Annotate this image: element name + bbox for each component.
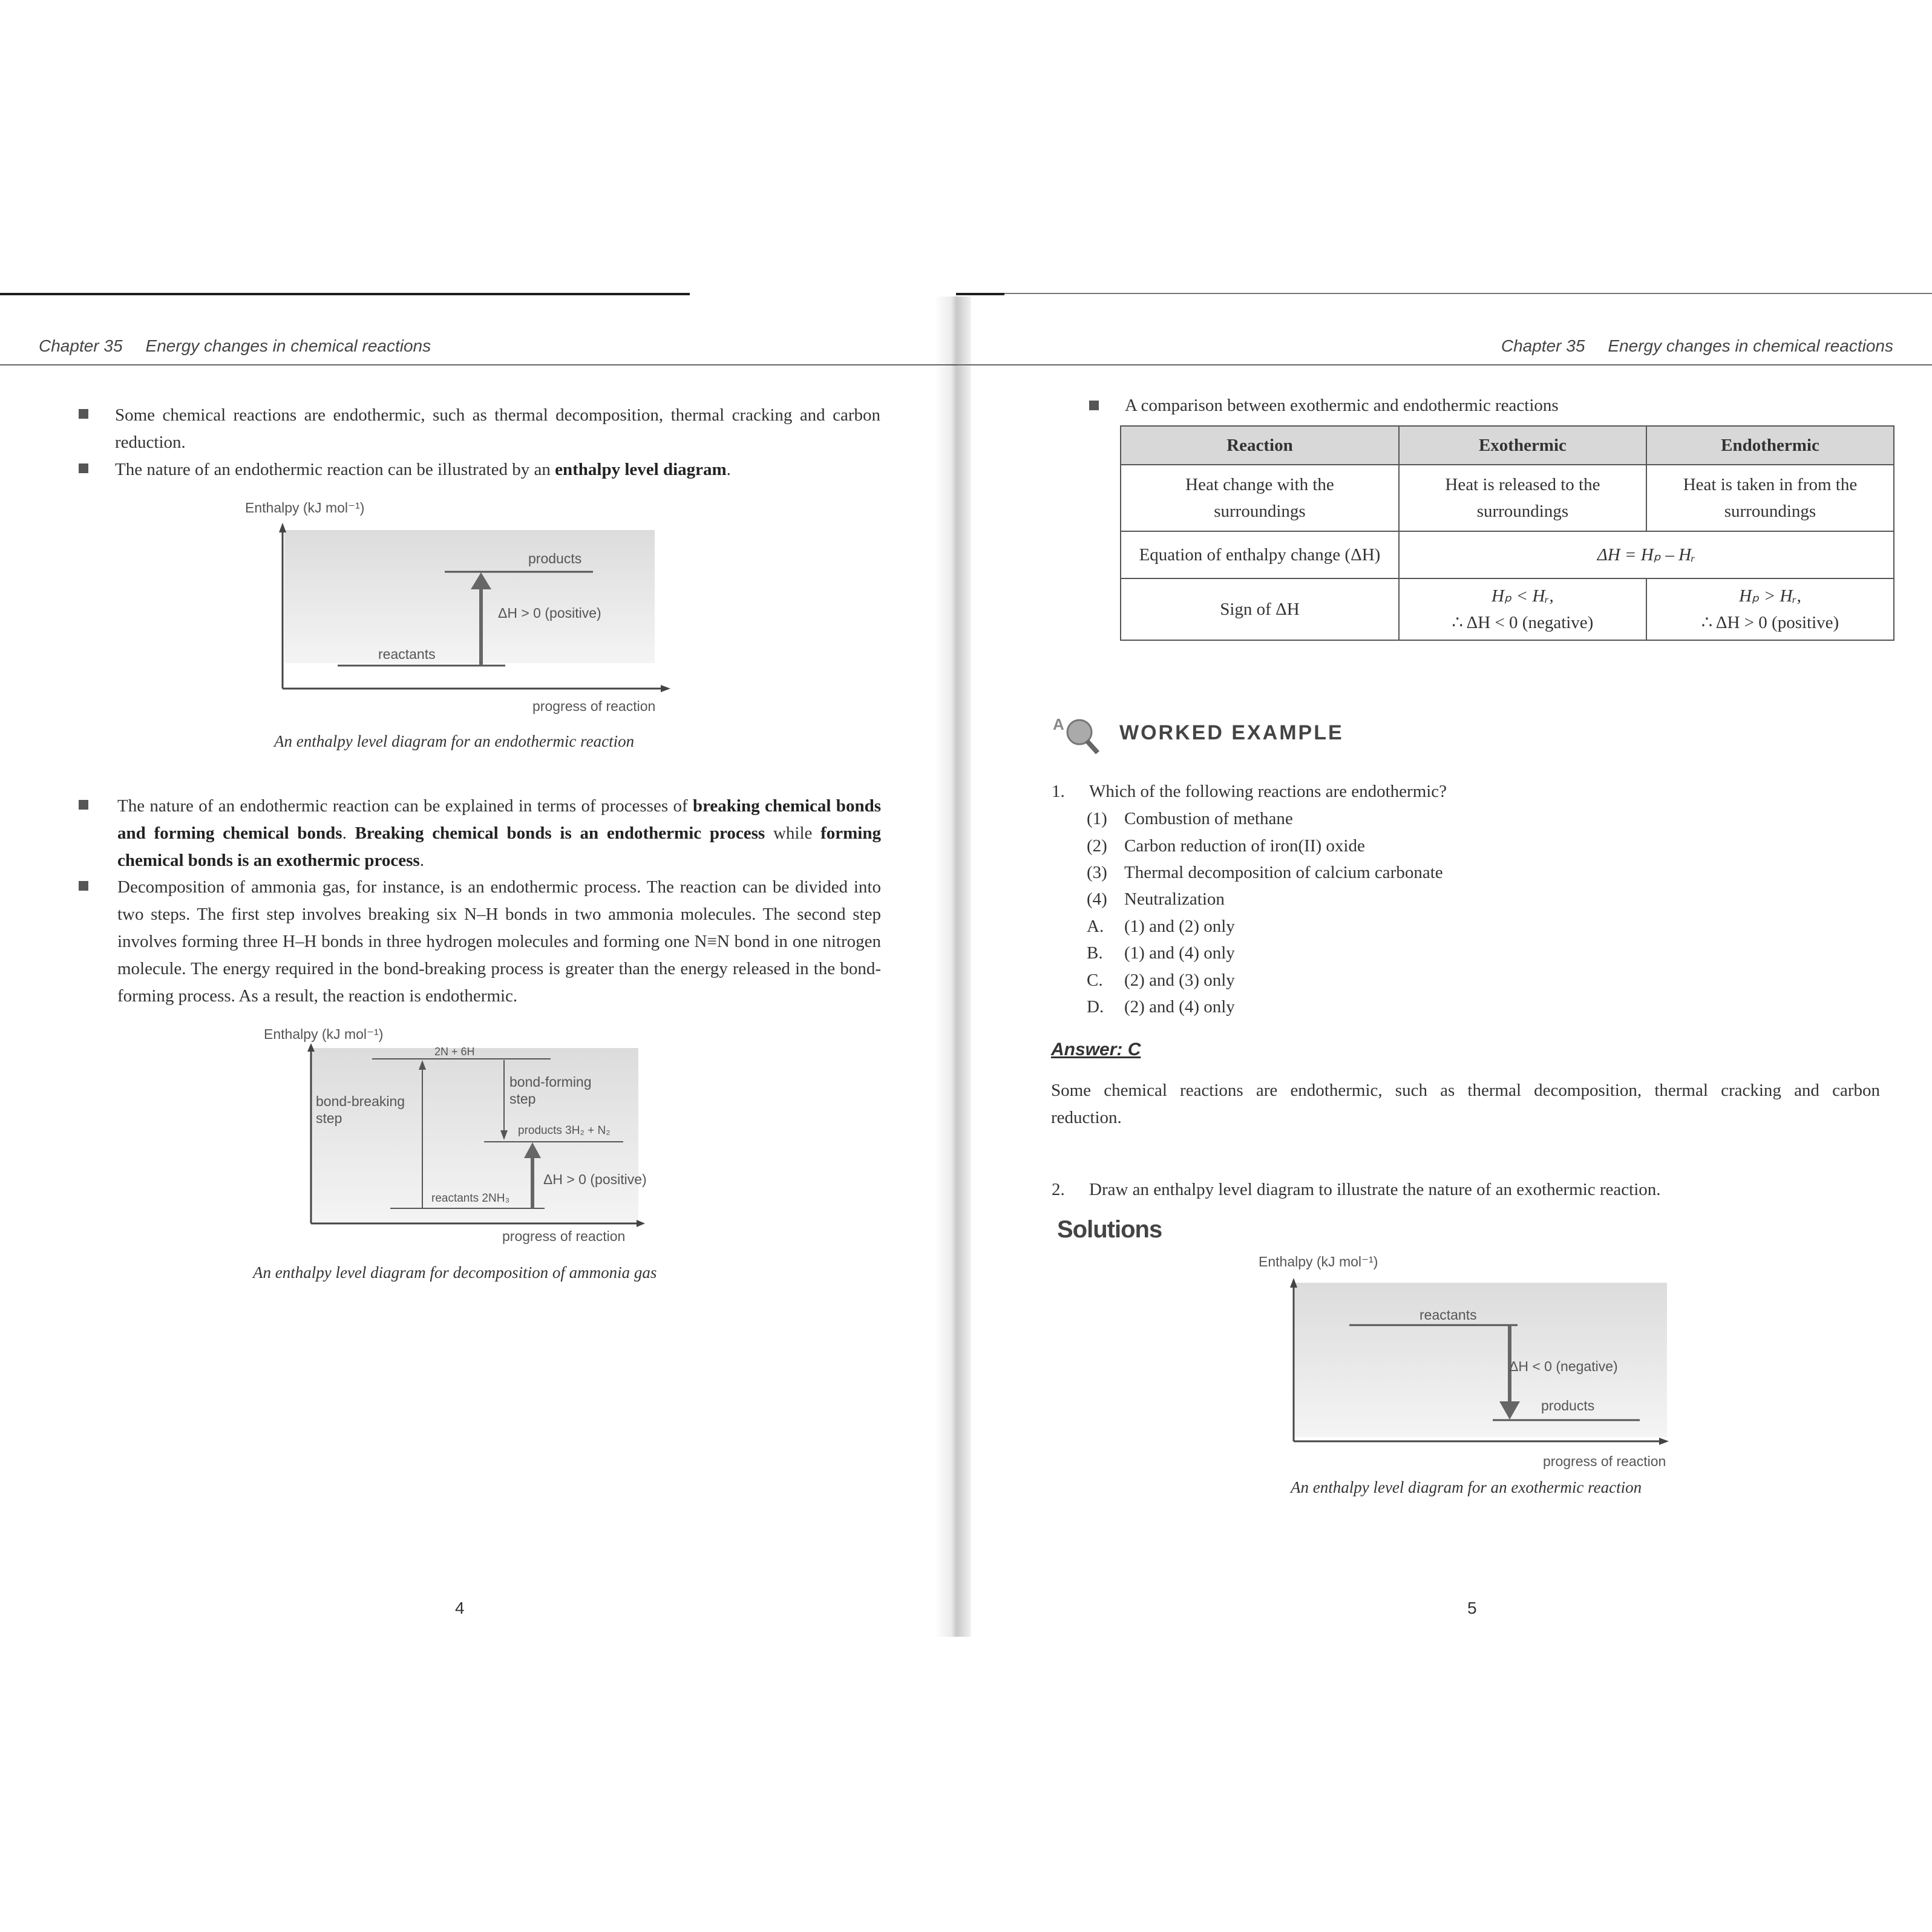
- header-rule: [0, 364, 956, 365]
- paragraph-ammonia-decomposition: Decomposition of ammonia gas, for instance, is an endothermic process. The reaction can be divided into two steps. The first step involves breaking six N–H bonds in two ammonia molecules. The second step involves forming three H–H bonds in three hydrogen molecules and forming one N≡N bond in one nitrogen molecule. The energy required in the bond-breaking process is greater than the energy released in the bond-forming process. As a result, the reaction is endothermic.: [117, 877, 881, 1006]
- option-text: Thermal decomposition of calcium carbonate: [1124, 863, 1443, 882]
- choice-text: (2) and (3) only: [1124, 971, 1235, 990]
- cell-line: Hₚ < Hᵣ,: [1492, 586, 1554, 606]
- x-axis-label: progress of reaction: [502, 1228, 626, 1244]
- page-header: [39, 336, 431, 356]
- paragraph-bond-processes: [117, 793, 881, 874]
- table-cell: Heat change with the surroundings: [1121, 465, 1399, 531]
- table-row: [1121, 578, 1894, 640]
- text-line: reduction.: [115, 433, 186, 452]
- text-run: .: [342, 824, 355, 843]
- comparison-intro: A comparison between exothermic and endothermic reactions: [1125, 396, 1559, 415]
- option-4: [1087, 889, 1225, 909]
- comparison-table: [1120, 425, 1894, 641]
- diagram-axes: [1277, 1277, 1688, 1458]
- question-1: [1052, 782, 1447, 802]
- top-level-label: 2N + 6H: [434, 1046, 475, 1058]
- diagram-caption: An enthalpy level diagram for an endothermic reaction: [274, 732, 635, 750]
- bullet-marker: [79, 463, 88, 473]
- text-run: The nature of an endothermic reaction can be explained in terms of processes of: [117, 796, 693, 816]
- bullet-marker: [1089, 401, 1099, 410]
- delta-h-label: ΔH < 0 (negative): [1509, 1358, 1618, 1374]
- choice-letter: A.: [1087, 917, 1104, 936]
- bullet-marker: [79, 800, 88, 810]
- bold-term: Breaking chemical bonds is an endothermic process: [355, 824, 765, 843]
- page-number: 5: [1467, 1599, 1477, 1617]
- text-line: reduction.: [1051, 1108, 1122, 1127]
- text-line: Some chemical reactions are endothermic, such as thermal decomposition, thermal cracking and carbon: [1051, 1081, 1880, 1100]
- paragraph-endothermic-examples: [115, 402, 880, 456]
- table-cell: [1399, 578, 1646, 640]
- header-chapter: Chapter 35: [39, 336, 123, 355]
- bold-term: forming chemical bonds is an exothermic process: [117, 824, 881, 870]
- table-cell: Sign of ΔH: [1121, 578, 1399, 640]
- table-cell: ΔH = Hₚ – Hᵣ: [1399, 531, 1894, 578]
- y-axis-label: Enthalpy (kJ mol⁻¹): [245, 500, 365, 516]
- choice-a: [1087, 917, 1235, 937]
- option-text: Neutralization: [1124, 889, 1225, 909]
- choice-c: [1087, 971, 1235, 991]
- top-rule: [956, 293, 1004, 295]
- cell-line: ∴ ΔH < 0 (negative): [1452, 613, 1594, 632]
- y-axis-label: Enthalpy (kJ mol⁻¹): [1259, 1254, 1378, 1269]
- header-rule: [956, 364, 1932, 365]
- text-run: The nature of an endothermic reaction can be illustrated by an: [115, 460, 555, 479]
- header-chapter: Chapter 35: [1501, 336, 1585, 355]
- diagram-axes: [266, 520, 690, 714]
- y-axis-label: Enthalpy (kJ mol⁻¹): [264, 1026, 384, 1042]
- question-text: Draw an enthalpy level diagram to illustrate the nature of an exothermic reaction.: [1089, 1180, 1661, 1199]
- worked-example-title: WORKED EXAMPLE: [1119, 721, 1344, 744]
- choice-text: (2) and (4) only: [1124, 997, 1235, 1017]
- page-number: 4: [455, 1599, 465, 1617]
- table-row: [1121, 465, 1894, 531]
- text-run: .: [726, 460, 731, 479]
- products-label: products 3H₂ + N₂: [518, 1124, 611, 1137]
- option-number: (1): [1087, 809, 1107, 828]
- option-number: (3): [1087, 863, 1107, 882]
- option-3: [1087, 863, 1443, 883]
- cell-line: ∴ ΔH > 0 (positive): [1701, 613, 1839, 632]
- choice-letter: C.: [1087, 971, 1103, 990]
- choice-letter: D.: [1087, 997, 1104, 1017]
- svg-text:A: A: [1053, 715, 1064, 733]
- table-row: [1121, 531, 1894, 578]
- x-axis-label: progress of reaction: [1543, 1453, 1666, 1469]
- question-number: 2.: [1052, 1180, 1065, 1199]
- table-header: Reaction: [1121, 426, 1399, 465]
- reactants-label: reactants: [1420, 1307, 1477, 1323]
- text-run: while: [765, 824, 821, 843]
- paragraph-enthalpy-diagram-intro: [115, 456, 880, 483]
- cell-line: Hₚ > Hᵣ,: [1739, 586, 1801, 606]
- bullet-marker: [79, 881, 88, 891]
- x-axis-label: progress of reaction: [532, 698, 656, 714]
- question-number: 1.: [1052, 782, 1065, 801]
- choice-text: (1) and (4) only: [1124, 943, 1235, 963]
- bold-term: enthalpy level diagram: [555, 460, 727, 479]
- products-label: products: [528, 551, 582, 566]
- option-1: [1087, 809, 1293, 829]
- question-text: Which of the following reactions are endothermic?: [1089, 782, 1447, 801]
- header-title: Energy changes in chemical reactions: [1608, 336, 1893, 355]
- table-cell: Heat is released to the surroundings: [1399, 465, 1646, 531]
- text-line: Some chemical reactions are endothermic, such as thermal decomposition, thermal cracking and carbon: [115, 405, 880, 425]
- right-page: [956, 0, 1932, 1932]
- header-title: Energy changes in chemical reactions: [145, 336, 431, 355]
- option-2: [1087, 836, 1365, 856]
- top-rule: [0, 293, 690, 295]
- top-rule: [1004, 293, 1932, 294]
- bond-forming-label: bond-forming step: [509, 1074, 592, 1107]
- bond-breaking-label: bond-breaking step: [316, 1093, 405, 1126]
- table-header: Endothermic: [1646, 426, 1894, 465]
- text-run: .: [419, 851, 424, 870]
- answer-explanation: [1051, 1077, 1880, 1131]
- magnifier-icon: [1052, 707, 1106, 761]
- option-text: Carbon reduction of iron(II) oxide: [1124, 836, 1365, 856]
- table-cell: Equation of enthalpy change (ΔH): [1121, 531, 1399, 578]
- option-text: Combustion of methane: [1124, 809, 1293, 828]
- solutions-label: Solutions: [1057, 1216, 1162, 1243]
- choice-letter: B.: [1087, 943, 1103, 963]
- page-header: [1501, 336, 1893, 356]
- table-header: Exothermic: [1399, 426, 1646, 465]
- answer-label: Answer: C: [1051, 1040, 1141, 1059]
- products-label: products: [1541, 1398, 1595, 1413]
- table-header-row: [1121, 426, 1894, 465]
- delta-h-label: ΔH > 0 (positive): [498, 605, 601, 621]
- bullet-marker: [79, 409, 88, 419]
- reactants-label: reactants 2NH₃: [431, 1192, 510, 1205]
- diagram-axes: [296, 1042, 660, 1242]
- diagram-caption: An enthalpy level diagram for decomposition of ammonia gas: [253, 1263, 657, 1282]
- delta-h-label: ΔH > 0 (positive): [543, 1171, 647, 1187]
- diagram-caption: An enthalpy level diagram for an exothermic reaction: [1291, 1478, 1642, 1496]
- table-cell: Heat is taken in from the surroundings: [1646, 465, 1894, 531]
- reactants-label: reactants: [378, 646, 436, 662]
- option-number: (2): [1087, 836, 1107, 856]
- option-number: (4): [1087, 889, 1107, 909]
- choice-b: [1087, 943, 1235, 963]
- bold-term: breaking chemical bonds and forming chemical bonds: [117, 796, 881, 843]
- question-2: [1052, 1180, 1661, 1200]
- choice-text: (1) and (2) only: [1124, 917, 1235, 936]
- table-cell: [1646, 578, 1894, 640]
- choice-d: [1087, 997, 1235, 1017]
- left-page: [0, 0, 956, 1932]
